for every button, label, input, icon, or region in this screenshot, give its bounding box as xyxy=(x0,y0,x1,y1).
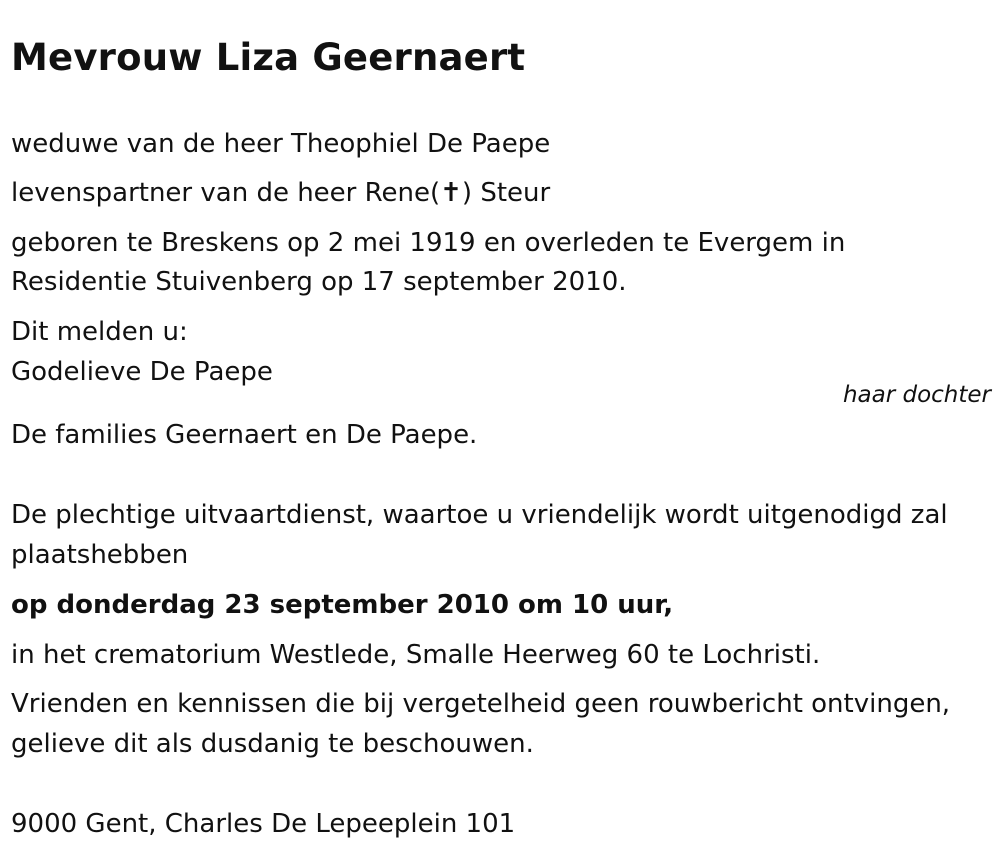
families-text: De families Geernaert en De Paepe. xyxy=(11,420,478,450)
service-text-line1: De plechtige uitvaartdienst, waartoe u vriendelijk wordt uitgenodigd zal xyxy=(11,500,948,530)
service-location: in het crematorium Westlede, Smalle Heerweg 60 te Lochristi. xyxy=(11,640,821,670)
daughter-name: Godelieve De Paepe xyxy=(11,357,273,387)
note-text-line2: gelieve dit als dusdanig te beschouwen. xyxy=(11,729,534,759)
note-text-line1: Vrienden en kennissen die bij vergetelheid geen rouwbericht ontvingen, xyxy=(11,689,951,719)
born-died-text-line1: geboren te Breskens op 2 mei 1919 en overleden te Evergem in xyxy=(11,228,846,258)
born-died-text-line2: Residentie Stuivenberg op 17 september 2010. xyxy=(11,267,627,297)
widow-of-text: weduwe van de heer Theophiel De Paepe xyxy=(11,129,551,159)
address-text: 9000 Gent, Charles De Lepeeplein 101 xyxy=(11,809,516,839)
partner-of-text: levenspartner van de heer Rene(✝) Steur xyxy=(11,178,551,208)
page-title: Mevrouw Liza Geernaert xyxy=(11,36,526,79)
daughter-role: haar dochter xyxy=(842,382,991,408)
service-date: op donderdag 23 september 2010 om 10 uur, xyxy=(11,590,674,620)
service-text-line2: plaatshebben xyxy=(11,540,189,570)
announced-by-text: Dit melden u: xyxy=(11,317,188,347)
